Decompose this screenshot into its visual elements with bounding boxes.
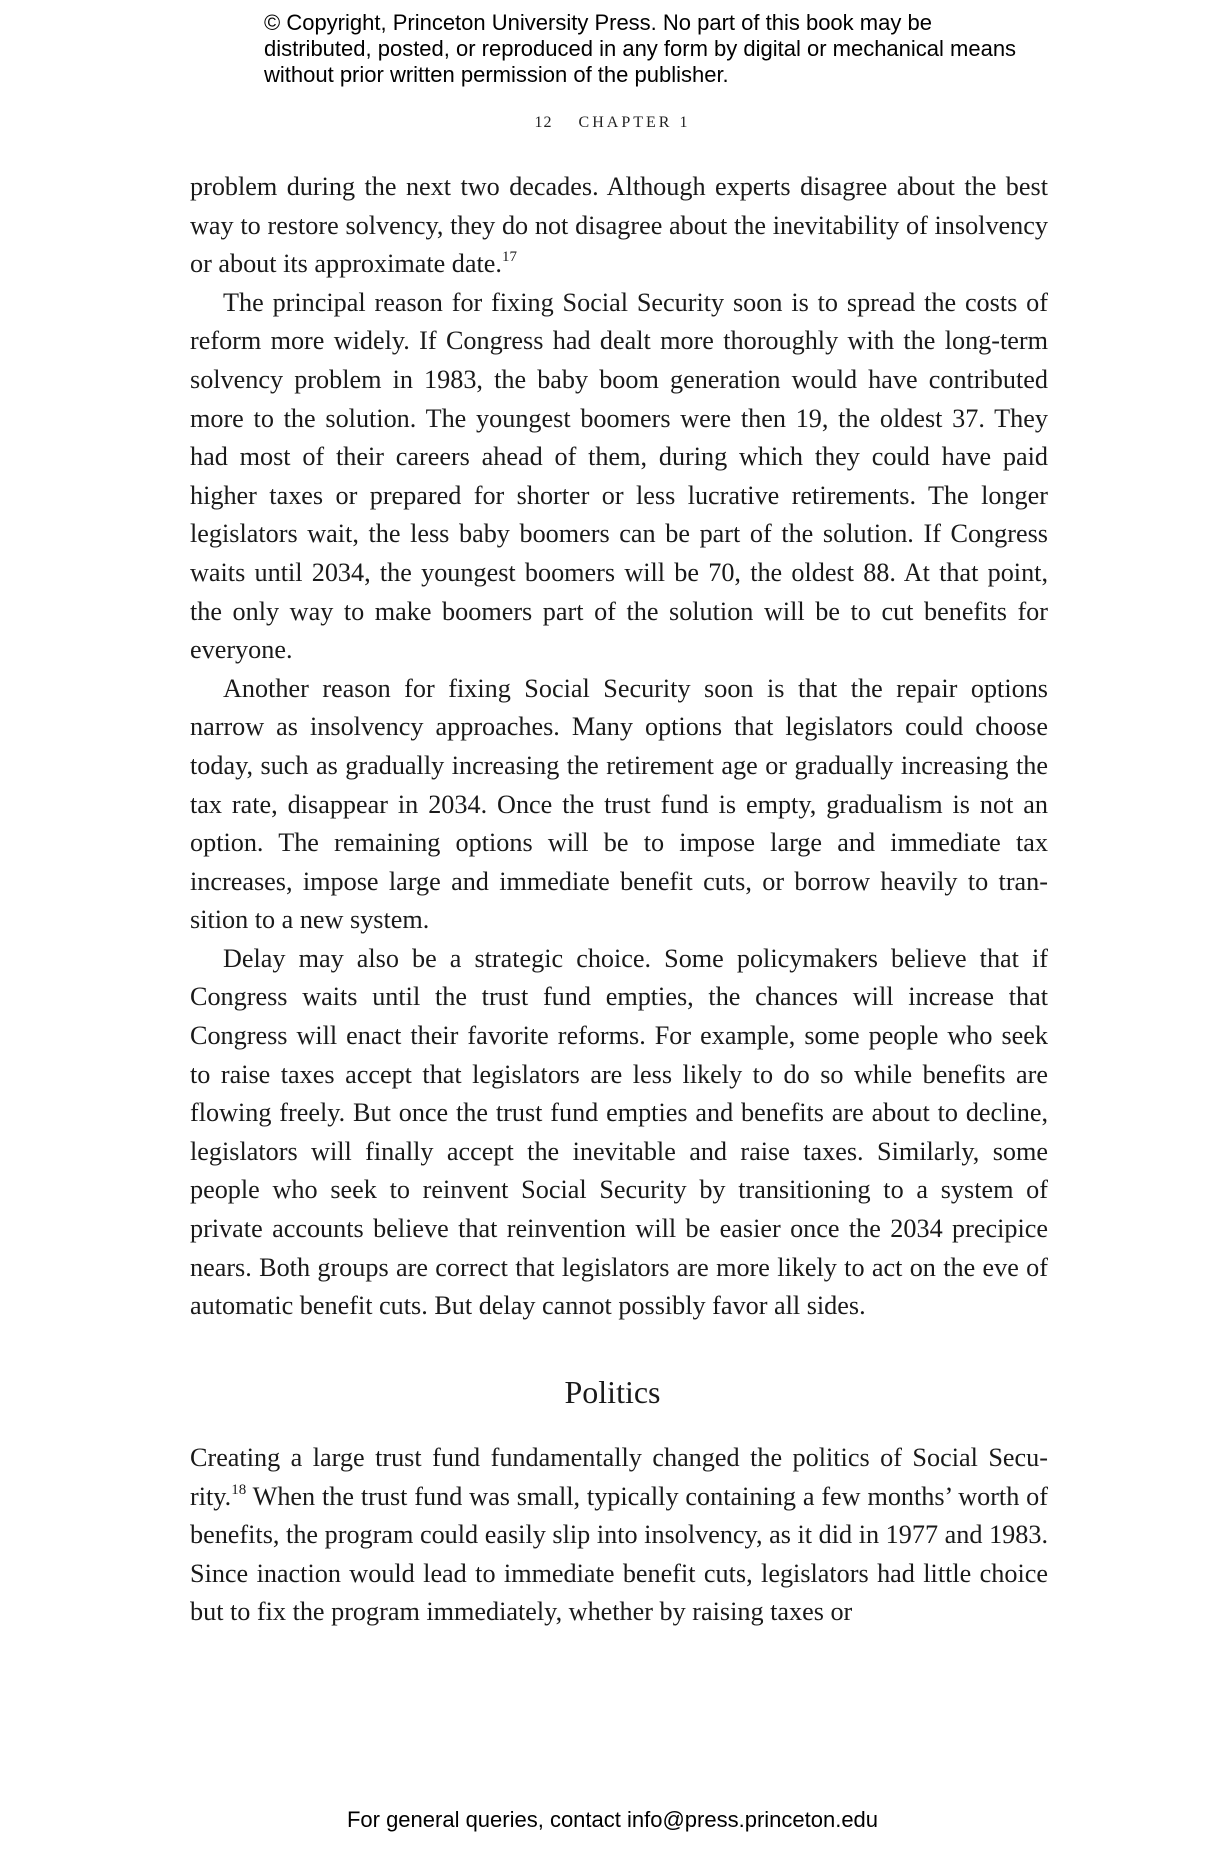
paragraph (190, 1439, 1048, 1632)
body-text (190, 168, 1048, 1326)
copyright-notice: © Copyright, Princeton University Press. No part of this book may be distributed, posted, or reproduced in any form by digital or mechanical means without prior written permission of the publisher. (264, 10, 1017, 87)
paragraph: Delay may also be a strategic choice. Some policymakers believe that if Congress waits until the trust fund empties, the chances will increase that Congress will enact their favorite reforms. For example, some people who seek to raise taxes accept that legislators are less likely to do so while benefits are flowing freely. But once the trust fund empties and benefits are about to decline, legislators will finally accept the inevitable and raise taxes. Similarly, some people who seek to reinvent Social Security by transitioning to a system of private accounts believe that reinvention will be easier once the 2034 precipice nears. Both groups are correct that legislators are more likely to act on the eve of automatic benefit cuts. But delay cannot possibly favor all sides. (190, 943, 1048, 1321)
section-heading: Politics (564, 1374, 661, 1410)
paragraph-text: problem during the next two decades. Although experts disagree about the best way to restore solvency, they do not disagree about the inevitability of insolvency or about its approximate date. (190, 172, 1048, 279)
footer-contact: For general queries, contact info@press.princeton.edu (346, 1807, 879, 1832)
page-number: 12 (534, 114, 553, 131)
section-body-text (190, 1439, 1048, 1632)
paragraph-continued (190, 168, 1048, 284)
paragraph-text: When the trust fund was small, typically containing a few months’ worth of benefits, the program could easily slip into insolvency, as it did in 1977 and 1983. Since inaction would lead to immediate benefit cuts, legislators had little choice but to fix the program immediately, whether by raising taxes or (190, 1481, 1048, 1627)
chapter-label: CHAPTER 1 (578, 114, 691, 131)
paragraph: The principal reason for fixing Social Security soon is to spread the costs of reform more widely. If Congress had dealt more thoroughly with the long-term solvency problem in 1983, the baby boom generation would have contributed more to the solution. The youngest boomers were then 19, the oldest 37. They had most of their careers ahead of them, during which they could have paid higher taxes or prepared for shorter or less lucrative retirements. The longer legislators wait, the less baby boomers can be part of the solution. If Congress waits until 2034, the youngest boomers will be 70, the oldest 88. At that point, the only way to make boomers part of the solution will be to cut benefits for everyone. (190, 287, 1048, 665)
footnote-marker[interactable]: 17 (501, 249, 517, 266)
footnote-marker[interactable]: 18 (231, 1481, 247, 1498)
running-head (0, 114, 1225, 132)
paragraph: Another reason for fixing Social Security soon is that the repair options narrow as insolvency approaches. Many options that legislators could choose today, such as gradually increasing the retirement age or gradually increasing the tax rate, disappear in 2034. Once the trust fund is empty, gradualism is not an option. The remaining options will be to impose large and immediate tax increases, impose large and immediate benefit cuts, or borrow heavily to transition to a new system. (190, 673, 1048, 935)
paragraph-text: Creating a large trust fund fundamentally changed the politics of Social Security. (190, 1443, 1048, 1511)
